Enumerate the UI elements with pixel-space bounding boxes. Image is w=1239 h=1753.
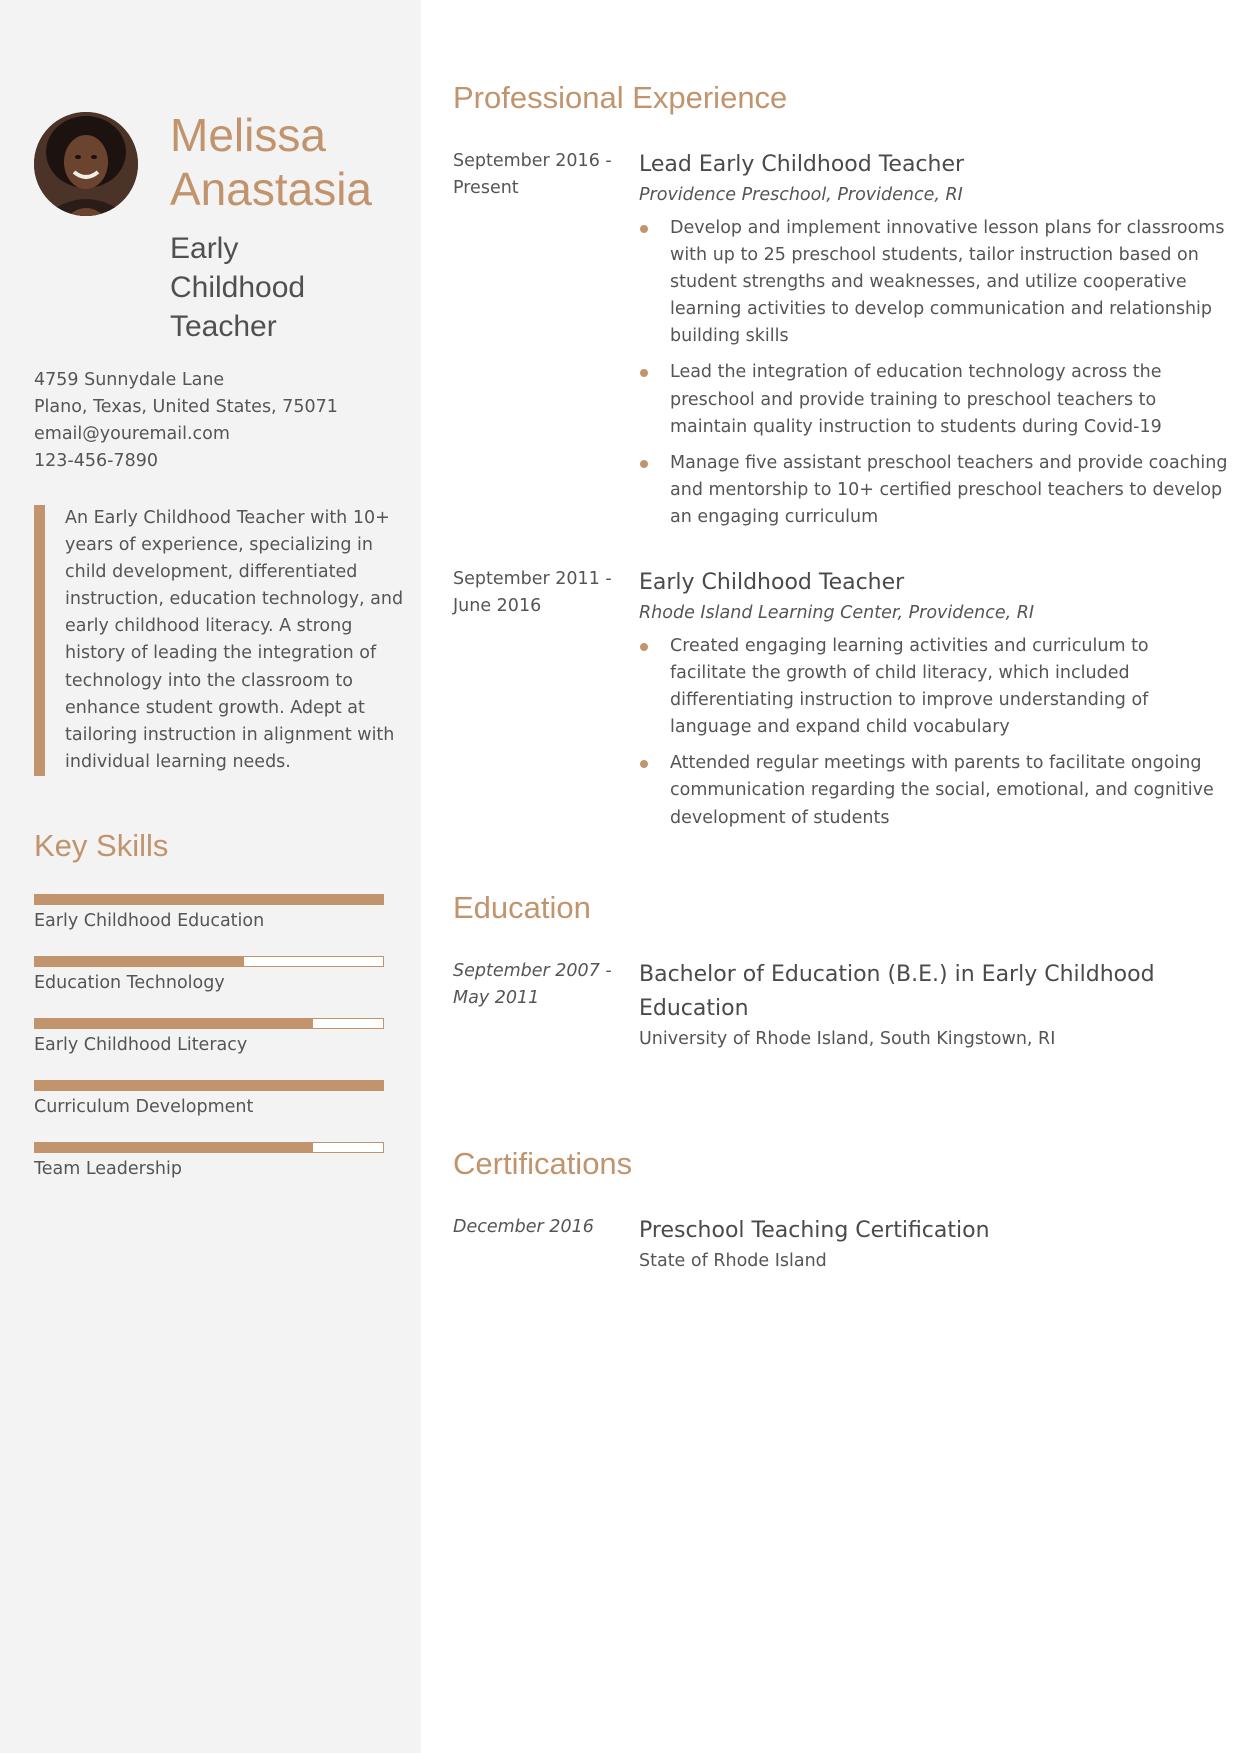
skill-item xyxy=(34,1142,384,1204)
entry-date xyxy=(453,1214,594,1241)
skills-heading: Key Skills xyxy=(34,828,169,863)
bullet-line: with up to 25 preschool students, tailor instruction based on xyxy=(670,245,1199,266)
bullet-item xyxy=(639,450,1228,531)
summary-line: An Early Childhood Teacher with 10+ xyxy=(65,508,390,528)
last-name: Anastasia xyxy=(170,163,373,215)
bullet-line: differentiating instruction to improve understanding of xyxy=(670,690,1149,711)
bullet-list xyxy=(639,633,1213,832)
bullet-item xyxy=(639,633,1213,741)
skill-item xyxy=(34,956,384,1018)
skill-level xyxy=(35,895,383,904)
skill-bar xyxy=(34,1142,384,1153)
summary-line: years of experience, specializing in xyxy=(65,535,373,556)
job-title-line: Teacher xyxy=(170,310,277,343)
skill-bar xyxy=(34,956,384,967)
degree-line: Bachelor of Education (B.E.) in Early Childhood xyxy=(639,962,1155,987)
summary-line: history of leading the integration of xyxy=(65,643,377,664)
school: University of Rhode Island, South Kingstown, RI xyxy=(639,1029,1056,1049)
date-line: December 2016 xyxy=(453,1217,594,1237)
bullet-line: preschool and provide training to preschool teachers to xyxy=(670,389,1157,410)
certifications-heading: Certifications xyxy=(453,1146,633,1181)
skill-bar xyxy=(34,1080,384,1091)
date-line: Present xyxy=(453,178,519,198)
skill-level xyxy=(35,957,244,966)
skill-label: Early Childhood Literacy xyxy=(34,1035,248,1055)
entry-body xyxy=(639,1214,1213,1275)
bullet-line: language and expand child vocabulary xyxy=(670,717,1010,738)
skill-label: Early Childhood Education xyxy=(34,911,265,931)
job-position: Early Childhood Teacher xyxy=(639,570,905,595)
skill-level xyxy=(35,1081,383,1090)
bullet-dot-icon xyxy=(640,760,648,768)
date-line: September 2011 - xyxy=(453,569,612,589)
sidebar xyxy=(0,0,421,1753)
skill-label: Curriculum Development xyxy=(34,1097,254,1117)
summary xyxy=(34,505,404,776)
certification-title: Preschool Teaching Certification xyxy=(639,1218,990,1243)
phone: 123-456-7890 xyxy=(34,451,158,471)
skill-bar xyxy=(34,1018,384,1029)
avatar xyxy=(34,112,138,216)
bullet-list xyxy=(639,215,1228,531)
street-address: 4759 Sunnydale Lane xyxy=(34,370,225,390)
skill-label: Team Leadership xyxy=(34,1159,182,1179)
bullet-dot-icon xyxy=(640,369,648,377)
summary-line: instruction, education technology, and xyxy=(65,589,404,610)
bullet-dot-icon xyxy=(640,460,648,468)
bullet-line: an engaging curriculum xyxy=(670,506,879,527)
skills-list xyxy=(34,894,384,1204)
bullet-line: Manage five assistant preschool teachers and provide coaching xyxy=(670,452,1228,473)
bullet-line: Develop and implement innovative lesson plans for classrooms xyxy=(670,218,1225,238)
first-name: Melissa xyxy=(170,109,326,161)
entry-body xyxy=(639,148,1228,540)
bullet-dot-icon xyxy=(640,225,648,233)
date-line: June 2016 xyxy=(453,596,542,616)
email: email@youremail.com xyxy=(34,424,230,444)
bullet-line: Attended regular meetings with parents to facilitate ongoing xyxy=(670,753,1202,774)
bullet-line: student strengths and weaknesses, and utilize cooperative xyxy=(670,272,1187,293)
summary-line: technology into the classroom to xyxy=(65,670,353,691)
date-line: September 2016 - xyxy=(453,151,612,171)
employer: Providence Preschool, Providence, RI xyxy=(639,185,963,205)
experience-heading: Professional Experience xyxy=(453,80,788,115)
job-title-line: Early xyxy=(170,232,239,265)
summary-line: individual learning needs. xyxy=(65,751,291,772)
city-address: Plano, Texas, United States, 75071 xyxy=(34,397,338,417)
candidate-name xyxy=(170,108,372,216)
skill-item xyxy=(34,894,384,956)
job-title xyxy=(170,229,305,346)
bullet-line: development of students xyxy=(670,807,890,828)
bullet-line: Created engaging learning activities and curriculum to xyxy=(670,636,1149,656)
skill-label: Education Technology xyxy=(34,973,225,993)
bullet-item xyxy=(639,750,1213,831)
skill-item xyxy=(34,1080,384,1142)
summary-line: early childhood literacy. A strong xyxy=(65,616,353,637)
summary-line: tailoring instruction in alignment with xyxy=(65,724,395,745)
date-line: May 2011 xyxy=(453,988,540,1008)
bullet-item xyxy=(639,359,1213,440)
education-heading: Education xyxy=(453,890,591,925)
job-position: Lead Early Childhood Teacher xyxy=(639,152,965,177)
date-line: September 2007 - xyxy=(453,961,612,981)
entry-body xyxy=(639,566,1213,841)
skill-item xyxy=(34,1018,384,1080)
degree xyxy=(639,958,1213,1026)
degree-line: Education xyxy=(639,996,749,1021)
skill-level xyxy=(35,1019,313,1028)
skill-bar xyxy=(34,894,384,905)
summary-line: child development, differentiated xyxy=(65,562,358,583)
contact-info xyxy=(34,367,338,475)
bullet-line: building skills xyxy=(670,326,789,347)
entry-body xyxy=(639,958,1213,1053)
entry-date xyxy=(453,958,612,1012)
bullet-line: maintain quality instruction to students during Covid-19 xyxy=(670,416,1162,437)
bullet-line: learning activities to develop communication and relationship xyxy=(670,299,1213,320)
employer: Rhode Island Learning Center, Providence, RI xyxy=(639,603,1035,623)
bullet-item xyxy=(639,215,1225,350)
bullet-dot-icon xyxy=(640,643,648,651)
certification-issuer: State of Rhode Island xyxy=(639,1251,827,1271)
bullet-line: Lead the integration of education technology across the xyxy=(670,362,1162,383)
entry-date xyxy=(453,148,612,202)
bullet-line: facilitate the growth of child literacy, which included xyxy=(670,663,1130,684)
bullet-line: communication regarding the social, emotional, and cognitive xyxy=(670,780,1214,801)
bullet-line: and mentorship to 10+ certified preschool teachers to develop xyxy=(670,479,1223,500)
entry-date xyxy=(453,566,612,620)
job-title-line: Childhood xyxy=(170,271,306,304)
skill-level xyxy=(35,1143,313,1152)
summary-line: enhance student growth. Adept at xyxy=(65,697,365,718)
